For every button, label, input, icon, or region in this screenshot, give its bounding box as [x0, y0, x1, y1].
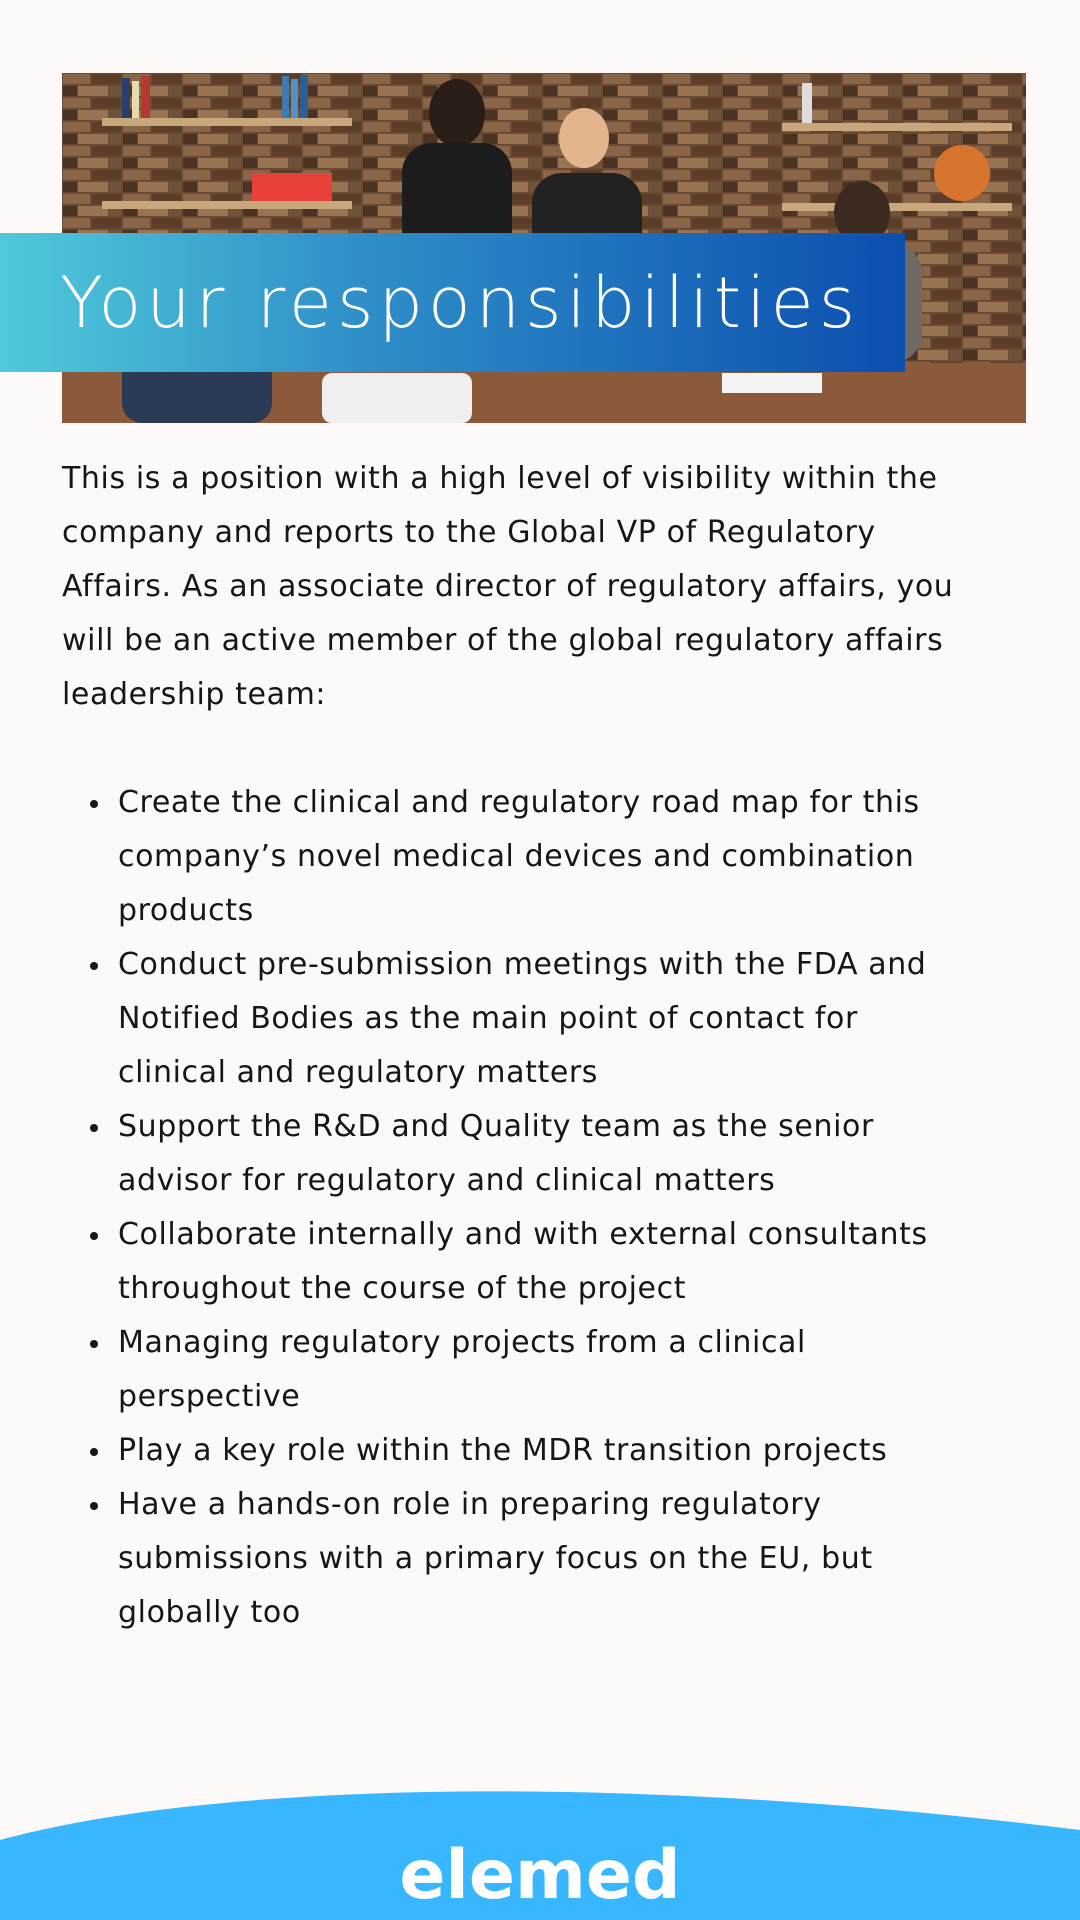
footer-wave [0, 1780, 1080, 1920]
list-item-text: Conduct pre-submission meetings with the FDA and Notified Bodies as the main point of contact for clinical and regulatory matters [118, 947, 927, 1090]
list-item [62, 1100, 962, 1208]
list-item [62, 1478, 962, 1640]
bullet-icon [90, 800, 98, 808]
bullet-icon [90, 1124, 98, 1132]
list-item-text: Collaborate internally and with external consultants throughout the course of the project [118, 1217, 928, 1306]
list-item [62, 1316, 962, 1424]
list-item [62, 1424, 962, 1478]
elemed-logo [399, 1836, 680, 1915]
responsibilities-list [62, 776, 962, 1640]
bullet-icon [90, 1340, 98, 1348]
list-item-text: Managing regulatory projects from a clinical perspective [118, 1325, 806, 1414]
main-content [62, 452, 962, 1640]
intro-paragraph: This is a position with a high level of visibility within the company and reports to the Global VP of Regulatory Affairs. As an associate director of regulatory affairs, you will be an active member of the global regulatory affairs leadership team: [62, 461, 954, 712]
list-item [62, 938, 962, 1100]
list-item-text: Play a key role within the MDR transition projects [118, 1433, 888, 1468]
bullet-icon [90, 1502, 98, 1510]
logo-text: elemed [399, 1836, 681, 1915]
list-item [62, 1208, 962, 1316]
bullet-icon [90, 1448, 98, 1456]
bullet-icon [90, 1232, 98, 1240]
list-item-text: Create the clinical and regulatory road map for this company’s novel medical devices and combination products [118, 785, 920, 928]
list-item-text: Support the R&D and Quality team as the senior advisor for regulatory and clinical matters [118, 1109, 874, 1198]
page-title: Your responsibilities [60, 261, 861, 344]
list-item [62, 776, 962, 938]
bullet-icon [90, 962, 98, 970]
list-item-text: Have a hands-on role in preparing regulatory submissions with a primary focus on the EU, but globally too [118, 1487, 873, 1630]
title-banner [0, 233, 905, 372]
footer [0, 1780, 1080, 1920]
